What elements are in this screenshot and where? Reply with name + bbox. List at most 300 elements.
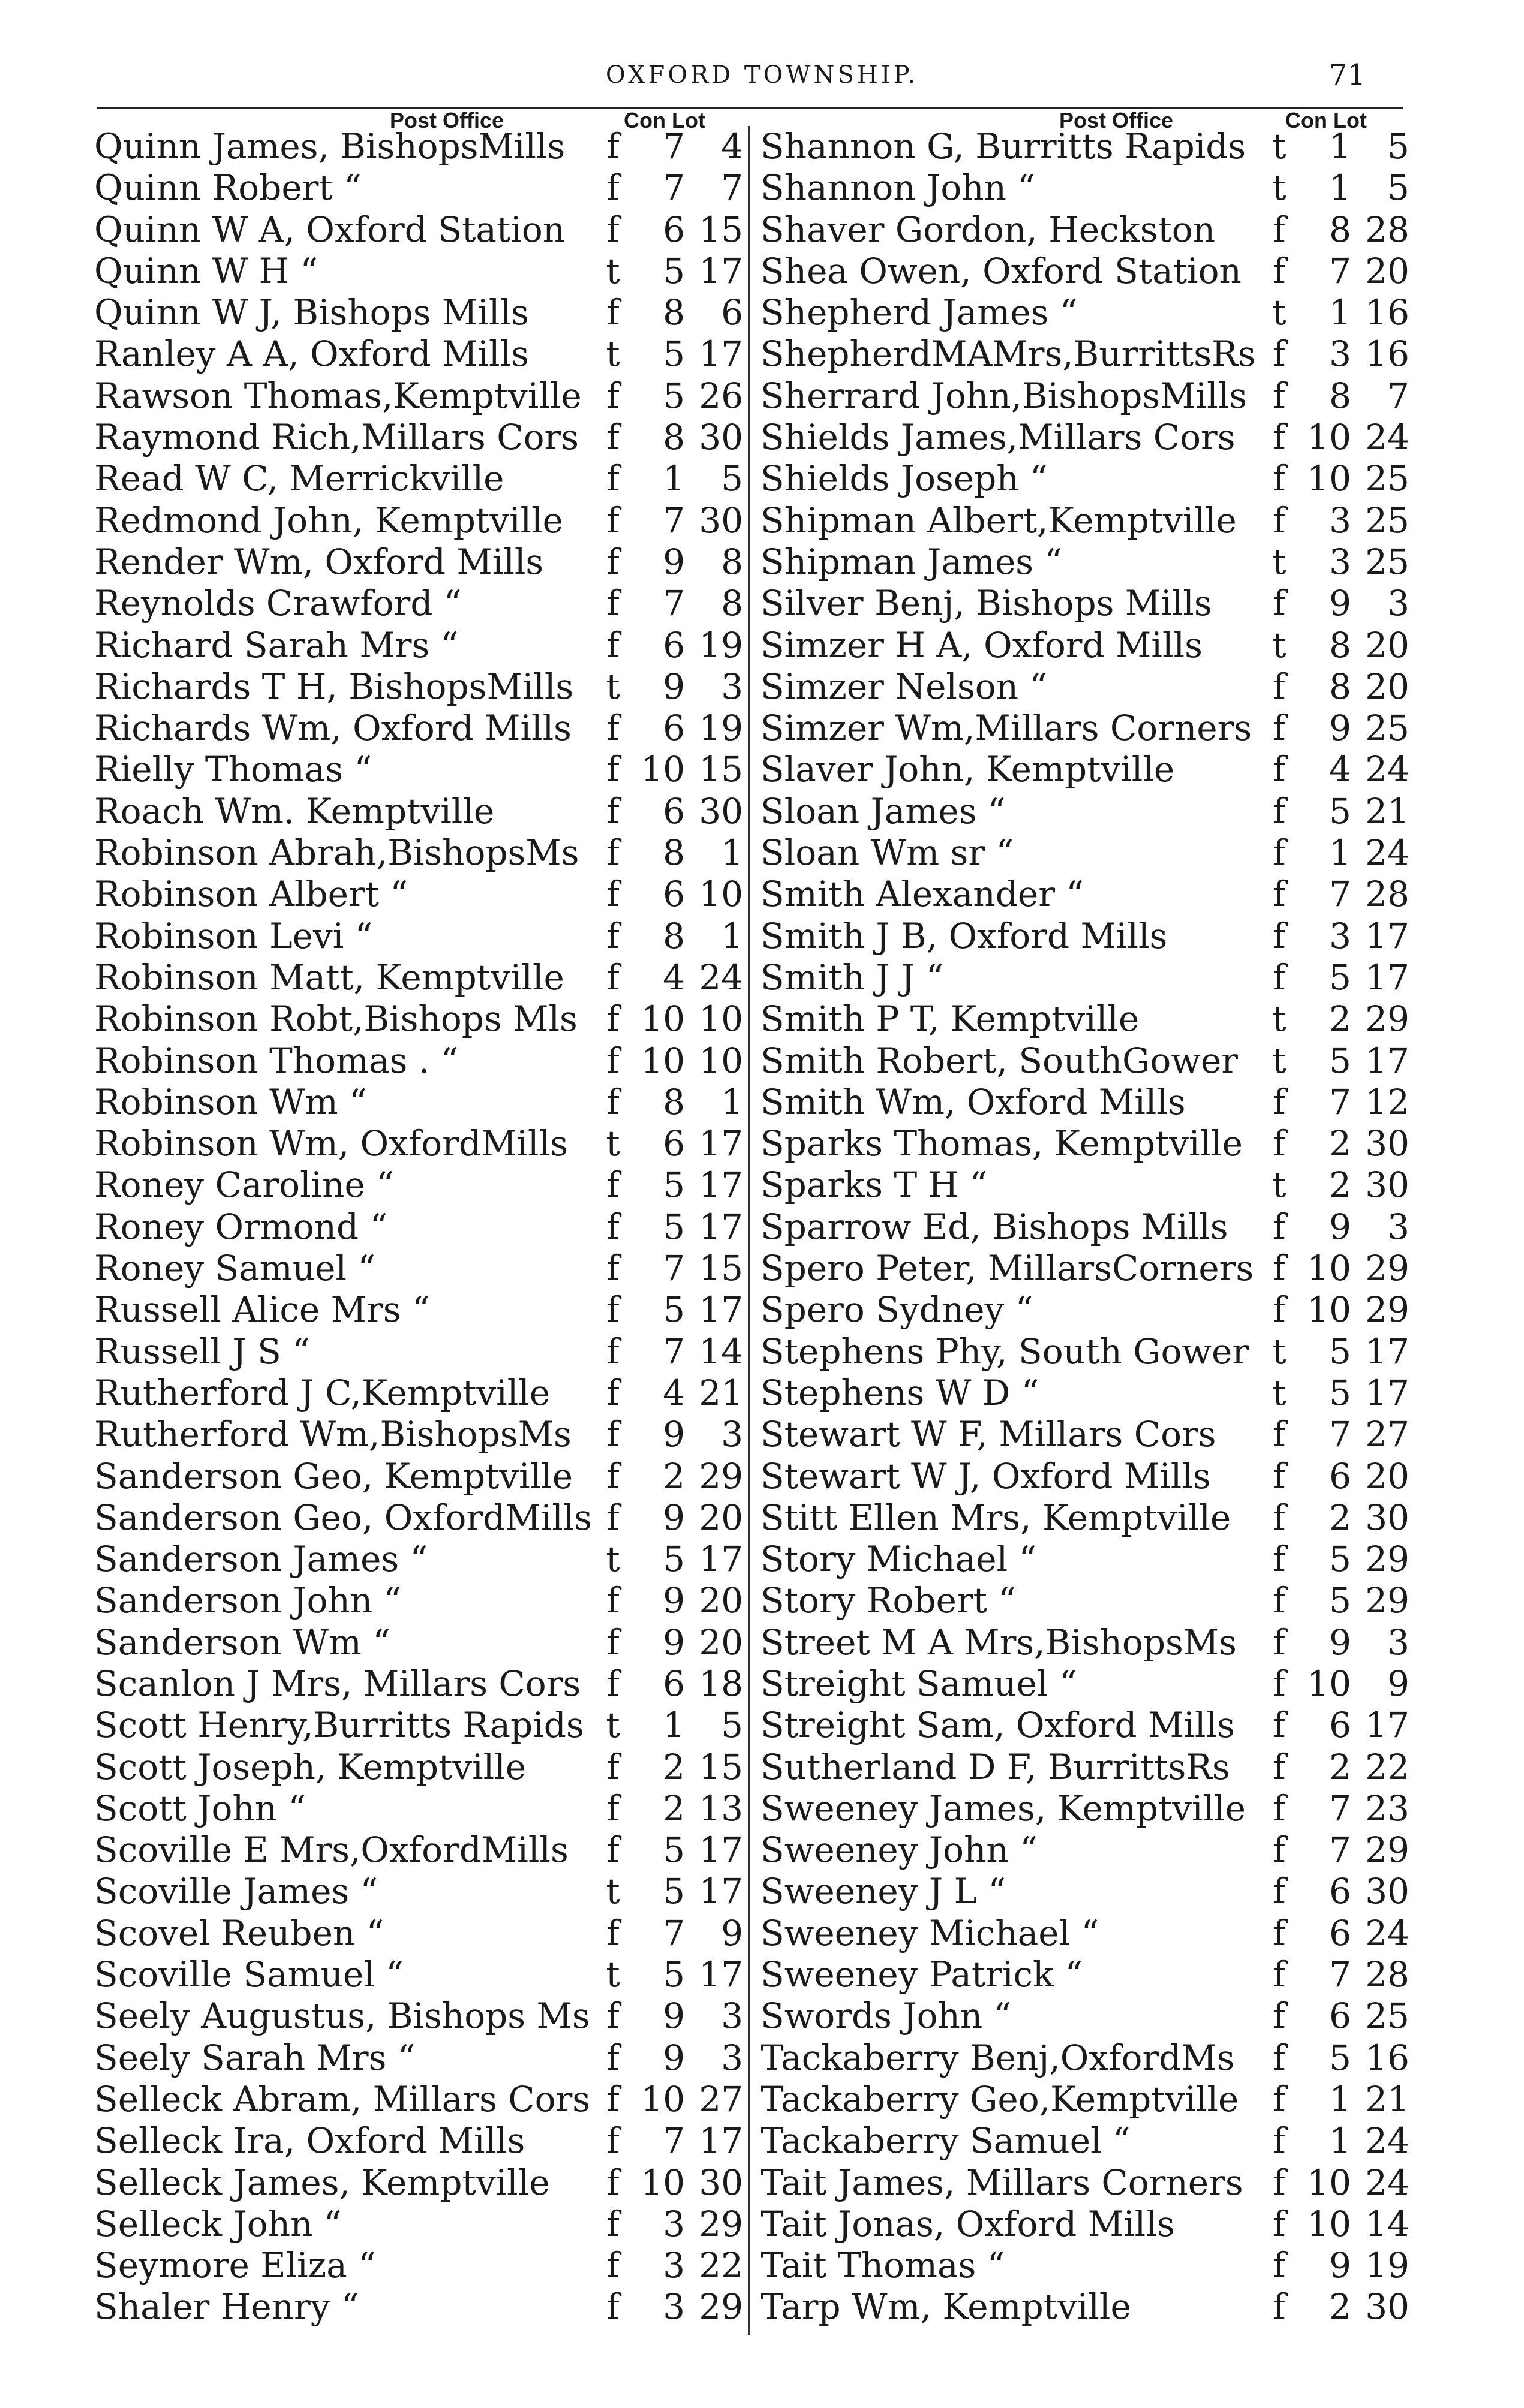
- entry-lot: 17: [699, 1829, 743, 1871]
- entry-type: f: [1273, 1829, 1286, 1871]
- entry-lot: 10: [699, 998, 743, 1040]
- entry-con: 5: [663, 1289, 685, 1331]
- directory-entry: [761, 333, 1409, 375]
- entry-type: f: [606, 1580, 620, 1621]
- entry-lot: 1: [721, 915, 743, 956]
- entry-type: f: [1273, 2037, 1286, 2078]
- directory-entry: [761, 1082, 1409, 1123]
- directory-entry: [761, 583, 1409, 624]
- entry-lot: 9: [1387, 1663, 1409, 1704]
- entry-con: 5: [663, 1871, 685, 1912]
- entry-lot: 8: [721, 541, 743, 582]
- directory-entry: [94, 1995, 743, 2037]
- directory-entry: [94, 1663, 743, 1705]
- entry-lot: 17: [699, 1123, 743, 1164]
- entry-lot: 25: [1365, 541, 1409, 582]
- directory-entry: [761, 209, 1409, 251]
- entry-con: 10: [641, 749, 685, 790]
- entry-type: f: [606, 292, 620, 333]
- entry-con: 3: [663, 2286, 685, 2328]
- entry-name: Richard Sarah Mrs “: [94, 624, 459, 666]
- entry-lot: 15: [699, 1746, 743, 1787]
- entry-name: Stewart W J, Oxford Mills: [761, 1455, 1211, 1497]
- entry-con: 5: [1329, 790, 1351, 832]
- entry-name: Ranley A A, Oxford Mills: [94, 333, 529, 375]
- entry-con: 9: [663, 1621, 685, 1663]
- entry-type: f: [606, 2286, 620, 2328]
- directory-entry: [761, 1289, 1409, 1331]
- entry-type: t: [1272, 998, 1286, 1040]
- entry-type: f: [1273, 1912, 1286, 1954]
- entry-name: Simzer H A, Oxford Mills: [761, 624, 1203, 666]
- entry-lot: 24: [1365, 417, 1409, 458]
- directory-entry: [761, 500, 1409, 541]
- entry-name: Tarp Wm, Kemptville: [761, 2286, 1131, 2328]
- directory-entry: [761, 541, 1409, 583]
- entry-lot: 22: [699, 2245, 743, 2286]
- entry-con: 9: [663, 1995, 685, 2037]
- entry-type: f: [606, 915, 620, 956]
- entry-type: f: [1273, 1539, 1286, 1580]
- entry-name: Slaver John, Kemptville: [761, 749, 1175, 790]
- entry-lot: 25: [1365, 1995, 1409, 2037]
- entry-type: t: [606, 1871, 620, 1912]
- directory-entry: [761, 749, 1409, 790]
- entry-con: 5: [663, 1829, 685, 1871]
- entry-lot: 17: [1365, 1705, 1409, 1746]
- right-directory-column: [761, 126, 1409, 2328]
- entry-con: 7: [1329, 1954, 1351, 1995]
- entry-lot: 30: [1365, 2286, 1409, 2328]
- entry-lot: 20: [699, 1621, 743, 1663]
- entry-type: t: [1272, 1372, 1286, 1413]
- entry-type: f: [606, 1289, 620, 1331]
- entry-lot: 5: [1387, 167, 1409, 209]
- entry-lot: 29: [699, 2203, 743, 2244]
- directory-entry: [94, 708, 743, 749]
- directory-entry: [94, 791, 743, 832]
- entry-name: Richards Wm, Oxford Mills: [94, 708, 572, 749]
- entry-name: Spero Peter, MillarsCorners: [761, 1248, 1254, 1289]
- entry-type: f: [606, 167, 620, 209]
- directory-entry: [761, 1913, 1409, 1954]
- entry-name: Redmond John, Kemptville: [94, 499, 563, 541]
- entry-lot: 24: [699, 956, 743, 998]
- directory-entry: [761, 2037, 1409, 2079]
- entry-name: Rutherford J C,Kemptville: [94, 1372, 551, 1413]
- entry-con: 10: [1307, 1289, 1351, 1331]
- entry-type: f: [1273, 499, 1286, 541]
- entry-lot: 7: [721, 167, 743, 209]
- entry-con: 6: [663, 1663, 685, 1704]
- entry-lot: 5: [721, 1705, 743, 1746]
- entry-con: 3: [663, 2245, 685, 2286]
- directory-entry: [761, 251, 1409, 292]
- directory-entry: [94, 126, 743, 167]
- entry-lot: 3: [721, 1414, 743, 1455]
- entry-type: f: [1273, 583, 1286, 624]
- entry-name: Sloan Wm sr “: [761, 832, 1014, 874]
- entry-lot: 16: [1365, 333, 1409, 375]
- entry-type: f: [1273, 1705, 1286, 1746]
- entry-type: f: [1273, 749, 1286, 790]
- entry-name: Silver Benj, Bishops Mills: [761, 583, 1212, 624]
- directory-entry: [94, 874, 743, 915]
- entry-con: 10: [641, 1040, 685, 1081]
- entry-con: 1: [1329, 2078, 1351, 2120]
- entry-name: Swords John “: [761, 1995, 1012, 2037]
- entry-name: Tait James, Millars Corners: [761, 2162, 1243, 2203]
- entry-lot: 16: [1365, 292, 1409, 333]
- entry-lot: 21: [1365, 2078, 1409, 2120]
- entry-name: Shipman Albert,Kemptville: [761, 499, 1237, 541]
- entry-con: 7: [1329, 1414, 1351, 1455]
- entry-name: Robinson Albert “: [94, 874, 408, 915]
- directory-entry: [761, 1206, 1409, 1248]
- directory-entry: [94, 1913, 743, 1954]
- entry-name: Sanderson Geo, OxfordMills: [94, 1497, 593, 1538]
- entry-type: f: [606, 458, 620, 499]
- entry-type: f: [1273, 1248, 1286, 1289]
- entry-name: ShepherdMAMrs,BurrittsRs: [761, 333, 1256, 375]
- entry-con: 8: [1329, 375, 1351, 416]
- entry-name: Selleck Abram, Millars Cors: [94, 2078, 591, 2120]
- entry-name: Story Robert “: [761, 1580, 1017, 1621]
- directory-entry: [761, 1747, 1409, 1788]
- entry-lot: 27: [1365, 1414, 1409, 1455]
- entry-lot: 17: [1365, 1331, 1409, 1372]
- entry-lot: 25: [1365, 499, 1409, 541]
- entry-lot: 23: [1365, 1787, 1409, 1829]
- entry-name: Selleck John “: [94, 2203, 342, 2244]
- entry-type: f: [1273, 2078, 1286, 2120]
- entry-lot: 29: [1365, 1248, 1409, 1289]
- entry-type: t: [1272, 1040, 1286, 1081]
- entry-name: Sparks Thomas, Kemptville: [761, 1123, 1243, 1164]
- entry-type: f: [606, 1206, 620, 1247]
- entry-lot: 3: [1387, 583, 1409, 624]
- entry-name: Sutherland D F, BurrittsRs: [761, 1746, 1230, 1787]
- entry-lot: 21: [1365, 790, 1409, 832]
- entry-con: 2: [1329, 1746, 1351, 1787]
- entry-type: t: [606, 1954, 620, 1995]
- entry-type: f: [606, 2037, 620, 2078]
- entry-name: Shields Joseph “: [761, 458, 1048, 499]
- entry-lot: 17: [699, 2120, 743, 2162]
- entry-name: Simzer Nelson “: [761, 666, 1048, 707]
- entry-type: f: [1273, 874, 1286, 915]
- entry-lot: 24: [1365, 749, 1409, 790]
- entry-con: 6: [663, 708, 685, 749]
- directory-entry: [94, 1954, 743, 1995]
- entry-con: 1: [1329, 167, 1351, 209]
- directory-entry: [94, 1622, 743, 1663]
- entry-lot: 20: [1365, 666, 1409, 707]
- directory-entry: [761, 1040, 1409, 1082]
- entry-type: f: [606, 375, 620, 416]
- entry-name: Scott John “: [94, 1787, 306, 1829]
- directory-entry: [94, 1456, 743, 1497]
- entry-name: Robinson Levi “: [94, 915, 373, 956]
- entry-name: Tackaberry Geo,Kemptville: [761, 2078, 1239, 2120]
- entry-con: 5: [663, 375, 685, 416]
- entry-con: 5: [1329, 1331, 1351, 1372]
- entry-name: Robinson Wm “: [94, 1081, 367, 1122]
- directory-entry: [761, 874, 1409, 915]
- directory-entry: [94, 749, 743, 790]
- entry-type: f: [1273, 375, 1286, 416]
- entry-type: f: [606, 2120, 620, 2162]
- entry-type: t: [1272, 1164, 1286, 1206]
- entry-con: 5: [663, 250, 685, 291]
- entry-name: Shields James,Millars Cors: [761, 417, 1236, 458]
- entry-con: 5: [663, 1164, 685, 1206]
- entry-type: f: [1273, 2120, 1286, 2162]
- entry-type: f: [606, 1912, 620, 1954]
- entry-type: t: [1272, 541, 1286, 582]
- directory-entry: [761, 1331, 1409, 1372]
- entry-con: 9: [663, 1497, 685, 1538]
- directory-entry: [761, 2286, 1409, 2328]
- entry-lot: 17: [1365, 1372, 1409, 1413]
- column-divider: [748, 126, 750, 2335]
- directory-entry: [761, 417, 1409, 458]
- entry-name: Tait Jonas, Oxford Mills: [761, 2203, 1175, 2244]
- entry-con: 5: [1329, 1580, 1351, 1621]
- entry-type: f: [1273, 417, 1286, 458]
- directory-entry: [761, 1622, 1409, 1663]
- entry-con: 9: [663, 541, 685, 582]
- entry-type: f: [1273, 666, 1286, 707]
- entry-type: f: [606, 1995, 620, 2037]
- entry-lot: 29: [1365, 1580, 1409, 1621]
- entry-type: f: [1273, 1081, 1286, 1122]
- entry-name: Seymore Eliza “: [94, 2245, 376, 2286]
- entry-name: Tait Thomas “: [761, 2245, 1005, 2286]
- entry-lot: 29: [1365, 1829, 1409, 1871]
- directory-entry: [94, 2079, 743, 2120]
- entry-lot: 15: [699, 209, 743, 250]
- entry-type: f: [606, 624, 620, 666]
- entry-lot: 17: [1365, 1040, 1409, 1081]
- directory-entry: [761, 998, 1409, 1040]
- directory-entry: [761, 708, 1409, 749]
- entry-type: f: [606, 1621, 620, 1663]
- entry-lot: 20: [1365, 624, 1409, 666]
- entry-type: f: [606, 1746, 620, 1787]
- entry-name: Sherrard John,BishopsMills: [761, 375, 1247, 416]
- entry-con: 10: [1307, 1248, 1351, 1289]
- entry-name: Sweeney J L “: [761, 1871, 1006, 1912]
- entry-type: t: [1272, 1331, 1286, 1372]
- entry-con: 3: [1329, 333, 1351, 375]
- directory-entry: [761, 1871, 1409, 1912]
- entry-con: 8: [1329, 209, 1351, 250]
- entry-lot: 10: [699, 874, 743, 915]
- entry-type: f: [606, 2245, 620, 2286]
- entry-con: 9: [1329, 1621, 1351, 1663]
- directory-entry: [761, 2204, 1409, 2245]
- entry-name: Stephens Phy, South Gower: [761, 1331, 1249, 1372]
- entry-lot: 9: [721, 1912, 743, 1954]
- directory-entry: [761, 1705, 1409, 1746]
- entry-type: f: [606, 583, 620, 624]
- entry-name: Shannon G, Burritts Rapids: [761, 126, 1246, 167]
- entry-type: f: [1273, 1621, 1286, 1663]
- entry-lot: 30: [699, 790, 743, 832]
- entry-name: Reynolds Crawford “: [94, 583, 462, 624]
- entry-type: f: [606, 1248, 620, 1289]
- entry-lot: 3: [1387, 1621, 1409, 1663]
- directory-entry: [94, 1040, 743, 1082]
- directory-entry: [94, 1331, 743, 1372]
- entry-con: 7: [663, 1248, 685, 1289]
- entry-con: 6: [1329, 1995, 1351, 2037]
- entry-lot: 28: [1365, 874, 1409, 915]
- entry-con: 5: [1329, 956, 1351, 998]
- entry-con: 7: [1329, 1081, 1351, 1122]
- entry-con: 2: [663, 1787, 685, 1829]
- directory-entry: [94, 832, 743, 874]
- entry-type: f: [606, 1372, 620, 1413]
- entry-name: Sanderson Geo, Kemptville: [94, 1455, 573, 1497]
- entry-type: f: [1273, 915, 1286, 956]
- entry-con: 8: [663, 832, 685, 874]
- entry-con: 2: [1329, 998, 1351, 1040]
- entry-con: 6: [1329, 1455, 1351, 1497]
- entry-lot: 10: [699, 1040, 743, 1081]
- entry-name: Scoville E Mrs,OxfordMills: [94, 1829, 569, 1871]
- entry-type: f: [606, 499, 620, 541]
- entry-name: Russell Alice Mrs “: [94, 1289, 430, 1331]
- directory-entry: [761, 2120, 1409, 2162]
- entry-type: t: [1272, 167, 1286, 209]
- entry-con: 8: [1329, 624, 1351, 666]
- directory-entry: [94, 2245, 743, 2286]
- directory-entry: [761, 2245, 1409, 2286]
- entry-con: 5: [1329, 1372, 1351, 1413]
- entry-name: Russell J S “: [94, 1331, 310, 1372]
- entry-con: 7: [1329, 1829, 1351, 1871]
- entry-con: 9: [663, 2037, 685, 2078]
- entry-con: 7: [663, 1912, 685, 1954]
- entry-type: f: [606, 1164, 620, 1206]
- entry-name: Robinson Wm, OxfordMills: [94, 1123, 568, 1164]
- directory-entry: [761, 458, 1409, 499]
- entry-name: Scovel Reuben “: [94, 1912, 384, 1954]
- directory-entry: [761, 1456, 1409, 1497]
- entry-name: Robinson Abrah,BishopsMs: [94, 832, 579, 874]
- entry-name: Shaver Gordon, Heckston: [761, 209, 1216, 250]
- entry-name: Scoville Samuel “: [94, 1954, 404, 1995]
- entry-lot: 17: [699, 1954, 743, 1995]
- entry-lot: 17: [699, 1871, 743, 1912]
- entry-type: f: [1273, 333, 1286, 375]
- entry-con: 6: [663, 624, 685, 666]
- entry-type: f: [1273, 1123, 1286, 1164]
- entry-type: t: [1272, 126, 1286, 167]
- entry-lot: 20: [1365, 250, 1409, 291]
- entry-con: 7: [1329, 1787, 1351, 1829]
- entry-type: f: [606, 1829, 620, 1871]
- left-directory-column: [94, 126, 743, 2328]
- entry-name: Sloan James “: [761, 790, 1006, 832]
- directory-entry: [94, 1788, 743, 1829]
- entry-type: f: [606, 2203, 620, 2244]
- entry-con: 6: [663, 1123, 685, 1164]
- directory-entry: [761, 1164, 1409, 1206]
- entry-lot: 17: [699, 333, 743, 375]
- entry-lot: 6: [721, 292, 743, 333]
- directory-entry: [94, 916, 743, 957]
- entry-type: f: [606, 790, 620, 832]
- entry-lot: 18: [699, 1663, 743, 1704]
- entry-type: t: [606, 333, 620, 375]
- entry-type: f: [1273, 2203, 1286, 2244]
- entry-type: f: [1273, 1289, 1286, 1331]
- right-con-lot-header: Con Lot: [1285, 108, 1367, 133]
- entry-lot: 29: [1365, 998, 1409, 1040]
- entry-con: 6: [1329, 1705, 1351, 1746]
- entry-name: Quinn W H “: [94, 250, 318, 291]
- directory-entry: [761, 1580, 1409, 1621]
- entry-lot: 26: [699, 375, 743, 416]
- directory-entry: [94, 1248, 743, 1289]
- entry-lot: 29: [1365, 1539, 1409, 1580]
- entry-con: 10: [641, 998, 685, 1040]
- directory-entry: [94, 167, 743, 209]
- directory-entry: [761, 126, 1409, 167]
- directory-entry: [94, 2204, 743, 2245]
- directory-entry: [94, 1372, 743, 1414]
- entry-con: 6: [1329, 1912, 1351, 1954]
- entry-lot: 20: [699, 1580, 743, 1621]
- entry-lot: 30: [1365, 1871, 1409, 1912]
- directory-entry: [94, 333, 743, 375]
- directory-entry: [94, 957, 743, 998]
- entry-con: 10: [641, 2162, 685, 2203]
- entry-lot: 24: [1365, 1912, 1409, 1954]
- entry-con: 2: [1329, 1164, 1351, 1206]
- entry-lot: 17: [699, 1206, 743, 1247]
- entry-lot: 3: [721, 2037, 743, 2078]
- entry-name: Sweeney John “: [761, 1829, 1038, 1871]
- entry-type: f: [606, 749, 620, 790]
- entry-type: f: [1273, 2162, 1286, 2203]
- entry-type: f: [606, 998, 620, 1040]
- entry-name: Roney Caroline “: [94, 1164, 394, 1206]
- entry-name: Scott Joseph, Kemptville: [94, 1746, 527, 1787]
- entry-type: f: [1273, 250, 1286, 291]
- entry-con: 2: [1329, 2286, 1351, 2328]
- directory-entry: [94, 1871, 743, 1912]
- entry-lot: 14: [699, 1331, 743, 1372]
- directory-entry: [761, 2079, 1409, 2120]
- entry-type: f: [606, 708, 620, 749]
- directory-entry: [94, 375, 743, 417]
- entry-con: 6: [663, 790, 685, 832]
- entry-lot: 25: [1365, 458, 1409, 499]
- directory-entry: [94, 458, 743, 499]
- directory-entry: [94, 1082, 743, 1123]
- directory-entry: [94, 209, 743, 251]
- directory-entry: [761, 1829, 1409, 1871]
- entry-lot: 20: [1365, 1455, 1409, 1497]
- entry-lot: 3: [1387, 1206, 1409, 1247]
- entry-type: t: [606, 1539, 620, 1580]
- entry-type: f: [1273, 956, 1286, 998]
- entry-name: Smith Robert, SouthGower: [761, 1040, 1238, 1081]
